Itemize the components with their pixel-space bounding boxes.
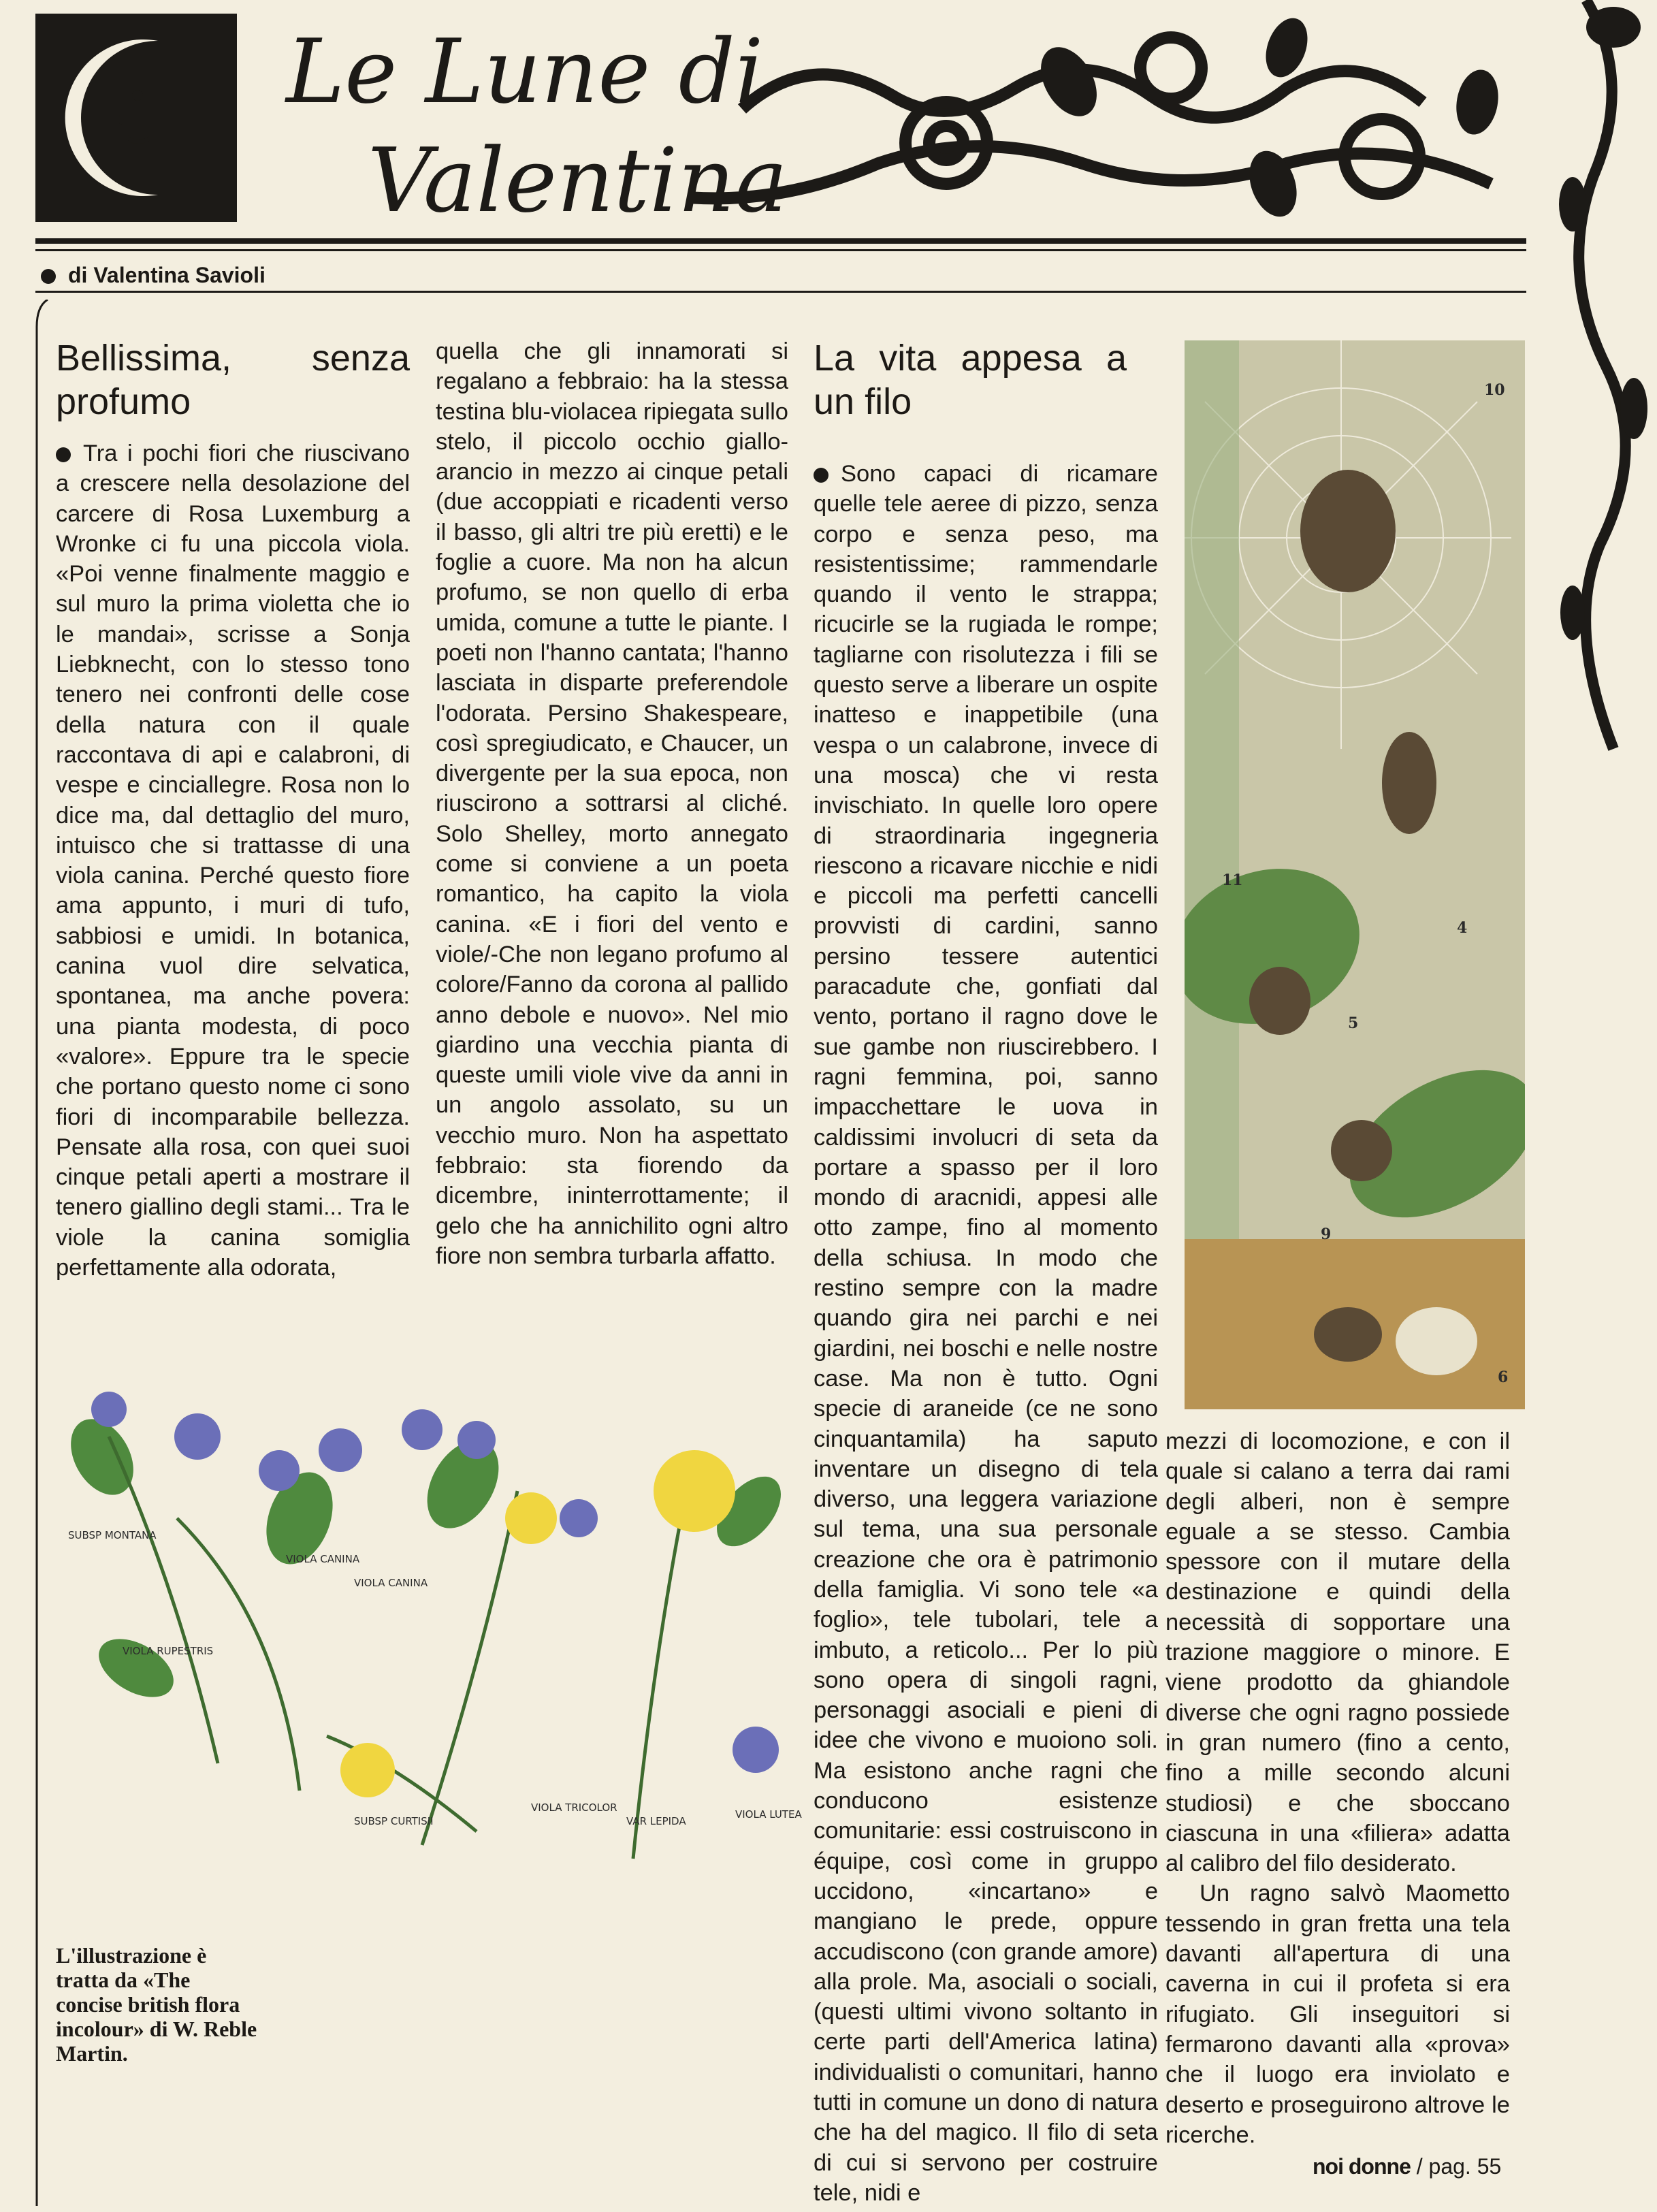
byline [41,263,266,288]
plate-number: 4 [1457,919,1468,937]
plate-number: 10 [1484,381,1505,399]
magazine-brand: noi donne [1313,2154,1411,2179]
article1-col1-text: Tra i pochi fiori che riuscivano a crescere nella desolazione del carcere di Rosa Luxemburg a Wronke ci fu una piccola viola. «Poi venne finalmente maggio e sul muro la prima violetta che io le mandai», scrisse a Sonja Liebknecht, con lo stesso tono tenero nei confronti delle cose della natura con il quale raccontava di api e calabroni, di vespe e cinciallegre. Rosa non lo dice ma, dal dettaglio del muro, intuisco che si trattasse di una viola canina. Perché questo fiore ama appunto, i muri di tufo, sabbiosi e umidi. In botanica, canina vuol dire selvatica, spontanea, ma anche povera: una pianta modesta, di poco «valore». Eppure tra le specie che portano questo nome ci sono fiori di incomparabile bellezza. Pensate alla rosa, con quei suoi cinque petali aperti a mostrare il tenero giallino degli stami... Tra le viole la canina somiglia perfettamente alla odorata, [56,440,410,1281]
byline-rule [35,291,1526,293]
bullet-icon [814,468,828,483]
flower-label: VIOLA RUPESTRIS [123,1645,214,1657]
viola-illustration [41,1382,824,1934]
bullet-icon [41,269,56,284]
article1-title: Bellissima, senza profumo [56,338,410,422]
article1-col2-text: quella che gli innamorati si regalano a febbraio: ha la stessa testina blu-violacea ripiegata sullo stelo, il piccolo occhio giallo-arancio in mezzo ai cinque petali (due accoppiati e ricadenti verso il basso, gli altri tre più eretti) e le foglie a cuore. Ma non ha alcun profumo, se non quello di erba umida, comune a tutte le piante. I poeti non l'hanno cantata; l'hanno lasciata in disparte preferendole l'odorata. Persino Shakespeare, così spregiudicato, e Chaucer, un divergente per la sua epoca, non riuscirono a sottrarsi al cliché. Solo Shelley, morto annegato come si conviene a un poeta romantico, ha capito la viola canina. «E i fiori del vento e viole/-Che non legano profumo al colore/Fanno da corona al pallido anno debole e nuovo». Nel mio giardino una vecchia pianta di queste umili viole vive da anni in un angolo assolato, su un vecchio muro. Non ha aspettato febbraio: sta fiorendo da dicembre, ininterrottamente; il gelo che ha annichilito ogni altro fiore non sembra turbarla affatto. [436,338,788,1269]
plate-number: 9 [1321,1225,1332,1243]
article2-col4-p2: Un ragno salvò Maometto tessendo in gran fretta una tela davanti all'apertura di una caverna in cui il profeta si era rifugiato. Gli inseguitori si fermarono davanti alla «prova» che il luogo era inviolato e deserto e proseguirono altrove le ricerche. [1165,1880,1510,2148]
title-line2: Valentina [368,129,788,232]
flower-label: VIOLA TRICOLOR [531,1801,617,1814]
article2-column4 [1165,1426,1510,2150]
ornamental-title-art [266,7,1559,238]
article2-title: La vita appesa a un filo [814,338,1127,422]
flower-label: SUBSP CURTISII [354,1815,434,1827]
plate-number: 5 [1348,1014,1359,1032]
header-rule-thin [35,249,1526,251]
page-footer [1313,2154,1501,2179]
flower-label: VAR LEPIDA [626,1815,686,1827]
article1-column1 [56,336,410,1283]
article2-col3-text: Sono capaci di ricamare quelle tele aeree di pizzo, senza corpo e senza peso, ma resistentissime; rammendarle quando il vento le strappa; ricucirle se la rugiada le rompe; tagliarne con risolutezza i fili se questo serve a liberare un ospite inatteso e inappetibile (una vespa o un calabrone, invece di una mosca) che vi resta invischiato. In quelle loro opere di straordinaria ingegneria riescono a ricavare nicchie e nidi e piccoli ma perfetti cancelli provvisti di cardini, sanno persino tessere autentici paracadute che, gonfiati dal vento, portano il ragno dove le sue gambe non riuscirebbero. I ragni femmina, poi, sanno impacchettare le uova in caldissimi involucri di seta da portare a spasso per il loro mondo di aracnidi, appesi alle otto zampe, fino al momento della schiusa. In modo che restino sempre con la madre quando gira nei parchi e nei giardini, nei boschi e nelle nostre case. Ma non è tutto. Ogni specie di araneide (ce ne sono cinquantamila) ha saputo inventare un disegno di tela diverso, una leggera variazione sul tema, una sua personale creazione che ora è patrimonio della famiglia. Vi sono tele «a foglio», tele tubolari, tele a imbuto, a reticolo... Per lo più sono opera di singoli ragni, personaggi asociali e pieni di idee che vivono e muoiono soli. Ma esistono anche ragni che conducono esistenze comunitarie: essi costruiscono in équipe, così come in gruppo uccidono, «incartano» e mangiano le prede, oppure accudiscono (con grande amore) alla prole. Ma, asociali o sociali, (questi ultimi vivono soltanto in certe parti dell'America latina) individualisti o comunitari, hanno tutti in comune un dono di natura che ha del magico. Il filo di seta di cui si servono per costruire tele, nidi e [814,461,1158,2206]
flower-label: VIOLA LUTEA [735,1808,802,1821]
footer-separator: / [1416,2154,1423,2179]
spider-illustration [1185,340,1525,1409]
plate-number: 6 [1498,1368,1509,1386]
title-line1: Le Lune di [286,20,764,123]
plate-number: 11 [1222,871,1243,889]
illustration-caption: L'illustrazione è tratta da «The concise british flora incolour» di W. Reble Martin. [56,1943,257,2066]
article2-column3 [814,336,1158,2208]
page-number: pag. 55 [1428,2154,1502,2179]
flower-label: SUBSP MONTANA [68,1529,157,1541]
moon-face-icon [35,14,237,222]
bullet-icon [56,447,71,462]
byline-text: di Valentina Savioli [68,263,266,287]
flower-label: VIOLA CANINA [286,1553,360,1565]
flower-label: VIOLA CANINA [354,1577,428,1589]
article1-column2 [436,336,788,1271]
article2-col4-p1: mezzi di locomozione, e con il quale si calano a terra dai rami degli alberi, non è sempre eguale a se stesso. Cambia spessore con il mutare della destinazione e quindi della necessità di sopportare una trazione maggiore o minore. E viene prodotto da ghiandole diverse che ogni ragno possiede in gran numero (fino a cento, fino a mille secondo alcuni studiosi) e che sboccano ciascuna in una «filiera» adatta al calibro del filo desiderato. [1165,1428,1510,1877]
header-rule-thick [35,238,1526,244]
vine-border-ornament [1545,0,1657,783]
